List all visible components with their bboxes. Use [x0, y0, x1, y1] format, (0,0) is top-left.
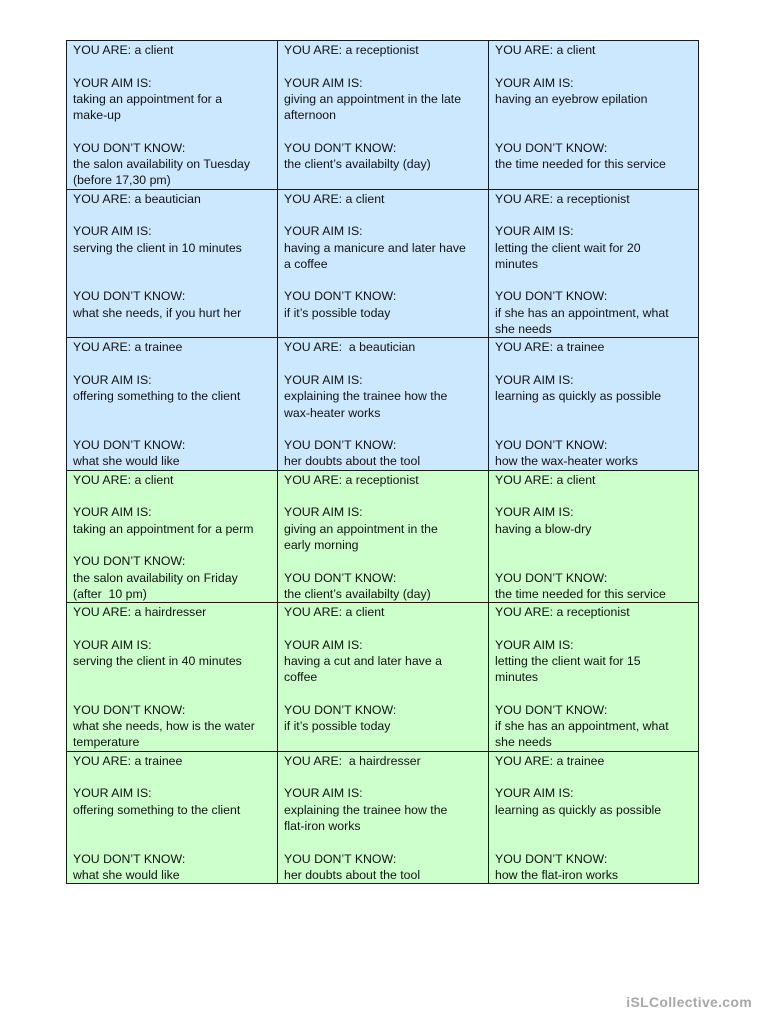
- card-line: YOU ARE: a hairdresser: [284, 753, 421, 768]
- role-card: [278, 338, 489, 470]
- card-line: [495, 686, 692, 702]
- card-line: YOU ARE: a client: [284, 605, 385, 620]
- card-line: explaining the trainee how the: [284, 389, 448, 404]
- card-line: YOUR AIM IS:: [73, 505, 152, 520]
- card-line: [495, 207, 692, 223]
- card-line: temperature: [73, 735, 140, 750]
- card-line: YOU ARE: a client: [73, 43, 174, 57]
- card-line: YOU ARE: a receptionist: [284, 43, 419, 57]
- card-line: if it’s possible today: [284, 719, 391, 734]
- card-line: she needs: [495, 735, 552, 750]
- card-line: having a cut and later have a: [284, 653, 442, 668]
- card-line: [284, 620, 482, 636]
- card-line: make-up: [73, 108, 121, 123]
- card-line: [495, 553, 692, 569]
- card-line: YOU ARE: a receptionist: [495, 191, 630, 206]
- card-line: YOUR AIM IS:: [73, 224, 152, 239]
- card-row: [67, 751, 699, 883]
- card-line: YOUR AIM IS:: [73, 75, 152, 90]
- card-line: YOU ARE: a client: [284, 191, 385, 206]
- card-line: YOU DON’T KNOW:: [495, 438, 608, 453]
- role-card: [489, 338, 699, 470]
- card-line: [495, 769, 692, 785]
- role-card: [278, 189, 489, 338]
- card-line: afternoon: [284, 108, 336, 123]
- card-line: [73, 620, 271, 636]
- card-line: YOU ARE: a trainee: [495, 340, 605, 355]
- role-card: [489, 189, 699, 338]
- card-line: YOUR AIM IS:: [495, 505, 574, 520]
- card-line: YOU DON’T KNOW:: [495, 140, 608, 155]
- card-line: [73, 207, 271, 223]
- card-line: [495, 405, 692, 421]
- card-line: her doubts about the tool: [284, 454, 421, 469]
- card-line: YOUR AIM IS:: [73, 786, 152, 801]
- card-line: YOUR AIM IS:: [284, 637, 363, 652]
- card-line: letting the client wait for 15: [495, 653, 641, 668]
- card-line: (before 17,30 pm): [73, 173, 171, 188]
- card-line: YOU ARE: a client: [495, 43, 596, 57]
- card-line: taking an appointment for a perm: [73, 521, 254, 536]
- card-line: YOUR AIM IS:: [284, 75, 363, 90]
- role-card: [489, 470, 699, 602]
- card-line: [495, 620, 692, 636]
- card-line: wax-heater works: [284, 405, 381, 420]
- card-line: [495, 356, 692, 372]
- card-line: YOU ARE: a trainee: [73, 340, 183, 355]
- card-row: [67, 338, 699, 470]
- card-line: YOU ARE: a beautician: [73, 191, 201, 206]
- card-line: if she has an appointment, what: [495, 305, 669, 320]
- card-line: learning as quickly as possible: [495, 389, 662, 404]
- card-line: [284, 488, 482, 504]
- role-card: [67, 470, 278, 602]
- card-line: [284, 58, 482, 74]
- card-line: [73, 58, 271, 74]
- card-line: YOUR AIM IS:: [73, 372, 152, 387]
- card-line: giving an appointment in the: [284, 521, 438, 536]
- card-line: [495, 818, 692, 834]
- card-line: YOU DON’T KNOW:: [495, 702, 608, 717]
- card-line: [284, 769, 482, 785]
- watermark: iSLCollective.com: [626, 994, 752, 1010]
- card-line: what she would like: [73, 867, 180, 882]
- card-line: YOU DON’T KNOW:: [73, 851, 186, 866]
- card-line: the time needed for this service: [495, 157, 666, 172]
- card-line: [284, 123, 482, 139]
- card-line: YOU DON’T KNOW:: [73, 438, 186, 453]
- role-card: [67, 603, 278, 752]
- card-line: [495, 107, 692, 123]
- card-line: [284, 834, 482, 850]
- card-line: YOU ARE: a trainee: [73, 753, 183, 768]
- card-line: YOUR AIM IS:: [495, 786, 574, 801]
- card-line: [73, 769, 271, 785]
- card-line: YOU ARE: a client: [495, 472, 596, 487]
- card-line: explaining the trainee how the: [284, 802, 448, 817]
- card-line: YOU DON’T KNOW:: [284, 702, 397, 717]
- card-line: YOU ARE: a receptionist: [284, 472, 419, 487]
- card-line: [73, 686, 271, 702]
- card-line: [73, 421, 271, 437]
- role-card: [489, 41, 699, 190]
- card-line: YOU DON’T KNOW:: [73, 289, 186, 304]
- card-line: the salon availability on Friday: [73, 570, 238, 585]
- card-line: taking an appointment for a: [73, 91, 223, 106]
- card-line: YOUR AIM IS:: [495, 224, 574, 239]
- card-line: she needs: [495, 322, 552, 337]
- card-line: [284, 272, 482, 288]
- card-line: [284, 356, 482, 372]
- card-line: having a blow-dry: [495, 521, 592, 536]
- card-line: offering something to the client: [73, 389, 241, 404]
- card-line: minutes: [495, 670, 539, 685]
- card-row: [67, 603, 699, 752]
- card-line: [73, 537, 271, 553]
- card-line: YOU DON’T KNOW:: [284, 140, 397, 155]
- card-line: [73, 818, 271, 834]
- card-line: flat-iron works: [284, 818, 361, 833]
- card-line: what she would like: [73, 454, 180, 469]
- card-line: how the wax-heater works: [495, 454, 638, 469]
- role-card: [67, 338, 278, 470]
- card-line: YOU ARE: a beautician: [284, 340, 416, 355]
- card-line: YOU ARE: a client: [73, 472, 174, 487]
- role-card: [489, 751, 699, 883]
- card-line: [495, 834, 692, 850]
- card-line: YOU ARE: a trainee: [495, 753, 605, 768]
- card-line: [284, 686, 482, 702]
- card-line: [495, 272, 692, 288]
- role-card: [278, 751, 489, 883]
- card-line: [495, 488, 692, 504]
- card-line: [73, 123, 271, 139]
- card-line: YOUR AIM IS:: [495, 637, 574, 652]
- role-card: [67, 189, 278, 338]
- card-line: [73, 669, 271, 685]
- role-card: [278, 603, 489, 752]
- card-line: YOUR AIM IS:: [495, 75, 574, 90]
- card-line: how the flat-iron works: [495, 867, 619, 882]
- card-line: [495, 123, 692, 139]
- card-line: [73, 834, 271, 850]
- card-line: her doubts about the tool: [284, 867, 421, 882]
- card-line: what she needs, if you hurt her: [73, 305, 242, 320]
- card-line: [495, 58, 692, 74]
- card-line: (after 10 pm): [73, 586, 147, 601]
- card-line: YOUR AIM IS:: [73, 637, 152, 652]
- role-cards-body: [67, 41, 699, 884]
- card-line: letting the client wait for 20: [495, 240, 641, 255]
- role-card: [67, 751, 278, 883]
- card-line: the time needed for this service: [495, 586, 666, 601]
- role-card: [489, 603, 699, 752]
- card-line: YOU DON’T KNOW:: [495, 570, 608, 585]
- card-row: [67, 41, 699, 190]
- card-line: [495, 421, 692, 437]
- card-line: serving the client in 10 minutes: [73, 240, 242, 255]
- card-line: YOU DON’T KNOW:: [73, 702, 186, 717]
- card-line: [73, 488, 271, 504]
- card-line: YOU DON’T KNOW:: [284, 289, 397, 304]
- card-line: [73, 356, 271, 372]
- card-line: serving the client in 40 minutes: [73, 653, 242, 668]
- card-line: if she has an appointment, what: [495, 719, 669, 734]
- card-line: learning as quickly as possible: [495, 802, 662, 817]
- card-row: [67, 470, 699, 602]
- card-line: YOU DON’T KNOW:: [495, 851, 608, 866]
- role-cards-table: [66, 40, 699, 884]
- card-line: offering something to the client: [73, 802, 241, 817]
- card-line: [73, 256, 271, 272]
- card-line: [495, 537, 692, 553]
- card-line: coffee: [284, 670, 318, 685]
- card-line: YOU DON’T KNOW:: [73, 554, 186, 569]
- card-line: the salon availability on Tuesday: [73, 157, 251, 172]
- card-line: [73, 405, 271, 421]
- card-line: early morning: [284, 537, 359, 552]
- card-line: YOU DON’T KNOW:: [284, 851, 397, 866]
- card-line: [284, 553, 482, 569]
- role-card: [278, 41, 489, 190]
- card-line: YOUR AIM IS:: [284, 786, 363, 801]
- role-card: [67, 41, 278, 190]
- card-line: YOU DON’T KNOW:: [495, 289, 608, 304]
- card-line: YOU DON’T KNOW:: [73, 140, 186, 155]
- card-line: what she needs, how is the water: [73, 719, 255, 734]
- card-line: YOUR AIM IS:: [284, 505, 363, 520]
- card-line: having an eyebrow epilation: [495, 91, 648, 106]
- card-line: [284, 421, 482, 437]
- card-line: YOUR AIM IS:: [284, 224, 363, 239]
- card-line: [284, 207, 482, 223]
- card-line: YOU DON’T KNOW:: [284, 570, 397, 585]
- card-line: YOU ARE: a hairdresser: [73, 605, 207, 620]
- card-line: YOUR AIM IS:: [495, 372, 574, 387]
- card-line: giving an appointment in the late: [284, 91, 462, 106]
- card-line: YOUR AIM IS:: [284, 372, 363, 387]
- card-line: YOU ARE: a receptionist: [495, 605, 630, 620]
- card-line: if it’s possible today: [284, 305, 391, 320]
- card-line: the client’s availabilty (day): [284, 586, 431, 601]
- card-line: YOU DON’T KNOW:: [284, 438, 397, 453]
- card-line: minutes: [495, 256, 539, 271]
- card-line: the client’s availabilty (day): [284, 157, 431, 172]
- card-line: [73, 272, 271, 288]
- card-line: a coffee: [284, 256, 328, 271]
- role-card: [278, 470, 489, 602]
- card-line: having a manicure and later have: [284, 240, 466, 255]
- card-row: [67, 189, 699, 338]
